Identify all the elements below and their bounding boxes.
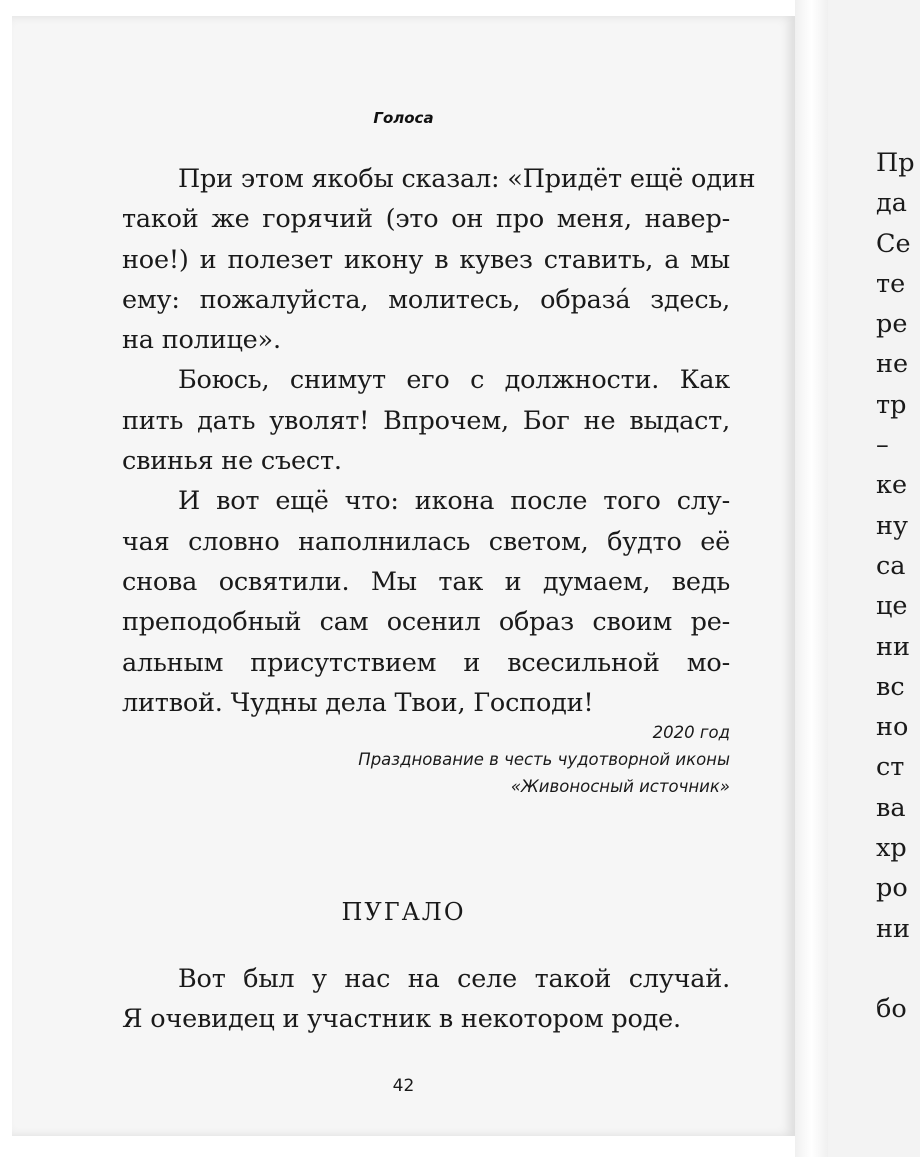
text-line: Боюсь, снимут его с должности. Как <box>178 365 730 396</box>
text-fragment: вс <box>876 671 905 702</box>
paragraph-1 <box>122 159 756 360</box>
text-fragment: ро <box>876 873 908 904</box>
running-head: Голоса <box>373 109 434 127</box>
text-line: альным присутствием и всесильной мо- <box>122 647 730 678</box>
text-line: чая словно наполнилась светом, будто её <box>122 526 730 557</box>
text-fragment: Пр <box>876 148 915 178</box>
text-fragment: ни <box>876 631 910 662</box>
text-line: такой же горячий (это он про меня, навер- <box>122 204 730 235</box>
signature-line-1: Празднование в честь чудотворной иконы <box>358 750 730 769</box>
text-line: Вот был у нас на селе такой случай. <box>178 964 730 994</box>
text-fragment: тр <box>876 389 907 420</box>
text-fragment: са <box>876 550 906 581</box>
right-page <box>828 0 920 1157</box>
text-fragment: не <box>876 349 909 380</box>
text-fragment: да <box>876 188 907 219</box>
text-fragment: ке <box>876 470 908 501</box>
text-line: Я очевидец и участник в некотором роде. <box>122 1004 681 1035</box>
text-line: И вот ещё что: икона после того слу- <box>178 486 730 517</box>
text-fragment: Се <box>876 228 911 259</box>
text-fragment: ну <box>876 510 908 541</box>
text-fragment <box>876 949 915 989</box>
text-fragment: це <box>876 591 908 622</box>
text-fragment: но <box>876 712 909 743</box>
text-fragment: ва <box>876 792 906 823</box>
right-page-text <box>876 143 915 1030</box>
text-fragment: хр <box>876 833 907 864</box>
text-fragment: ни <box>876 913 910 944</box>
left-page <box>12 16 795 1136</box>
text-line: свинья не съест. <box>122 446 342 477</box>
text-line: снова освятили. Мы так и думаем, ведь <box>122 566 730 597</box>
chapter-text <box>122 959 730 1040</box>
text-fragment: бо <box>876 994 907 1025</box>
signature-line-2: «Живоносный источник» <box>510 777 730 796</box>
text-line: ное!) и полезет икону в кувез ставить, а мы <box>122 244 730 275</box>
paragraph-3 <box>122 481 730 723</box>
text-line: преподобный сам осенил образ своим ре- <box>122 607 730 638</box>
text-line: пить дать уволят! Впрочем, Бог не выдаст, <box>122 405 730 436</box>
chapter-title: ПУГАЛО <box>341 898 466 926</box>
text-line: ему: пожалуйста, молитесь, образа́ здесь, <box>122 284 730 315</box>
signature-year: 2020 год <box>652 723 730 742</box>
book-gutter <box>795 0 828 1157</box>
signature-block <box>358 719 730 800</box>
text-line: литвой. Чудны дела Твои, Господи! <box>122 687 594 718</box>
text-line: При этом якобы сказал: «Придёт ещё один <box>178 164 756 194</box>
page-number: 42 <box>392 1076 415 1096</box>
text-fragment: – <box>876 430 889 461</box>
text-fragment: те <box>876 268 906 299</box>
text-fragment: ст <box>876 752 905 783</box>
paragraph-2 <box>122 360 730 481</box>
text-fragment: ре <box>876 309 908 340</box>
text-line: на полице». <box>122 325 281 356</box>
main-text <box>122 159 756 723</box>
